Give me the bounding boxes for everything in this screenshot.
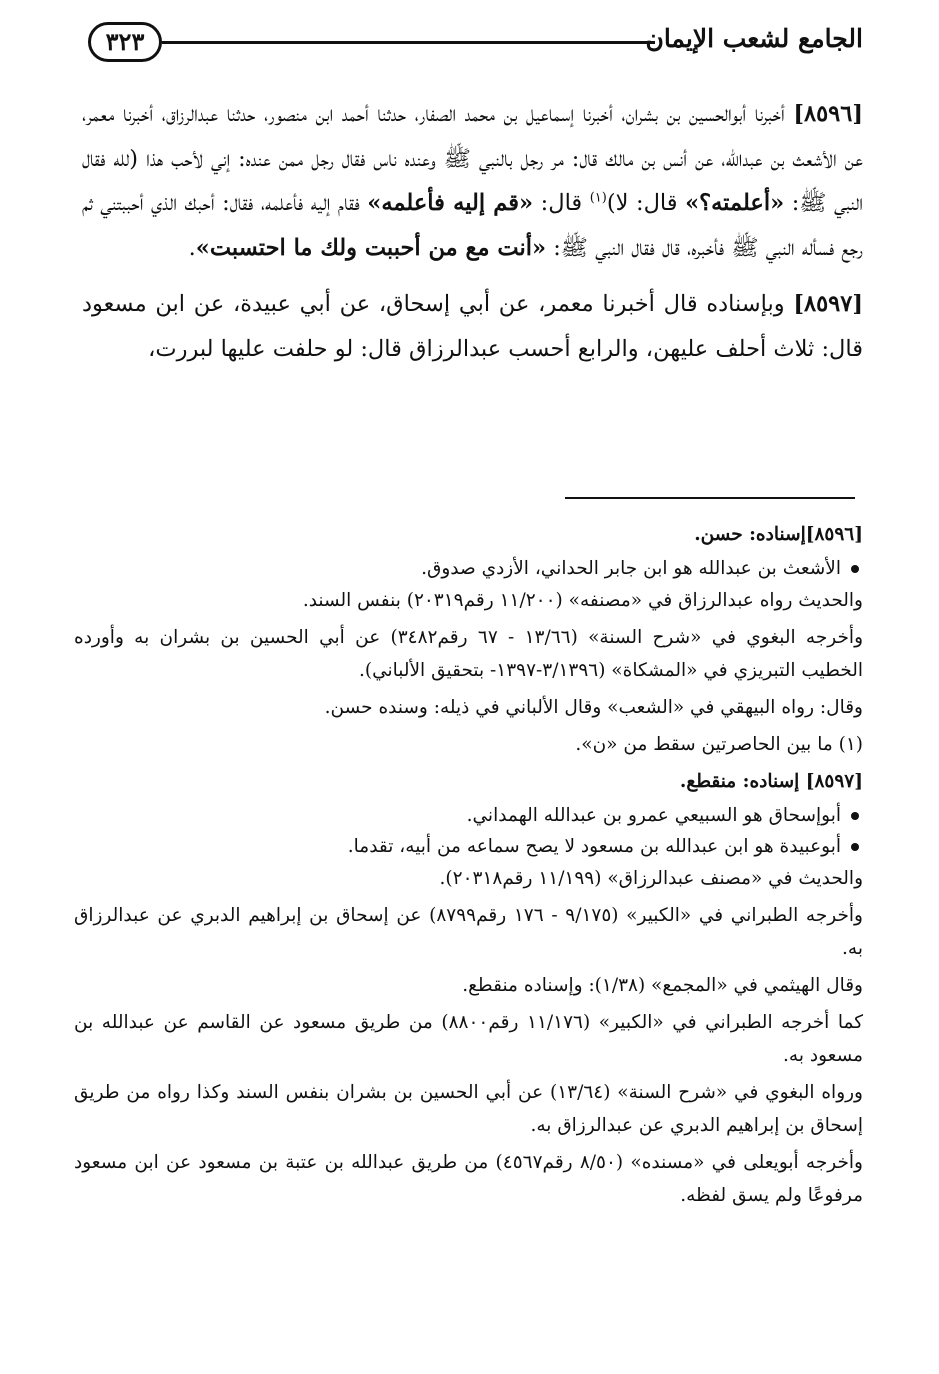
hadith-text: أخبرنا أبوالحسين بن بشران، أخبرنا إسماعيل بن محمد الصفار، حدثنا أحمد ابن منصور، حدثنا عبدالرزاق، أخبرنا معمر، عن الأشعث بن عبدالله، عن أنس بن مالك قال: مر رجل بالنبي ﷺ وعنده ناس فقال رجل ممن عنده: إني لأحب هذا (لله فقال النبي ﷺ:: [82, 101, 863, 216]
main-text: [82, 92, 863, 383]
note-line: وقال: رواه البيهقي في «الشعب» وقال الألباني في ذيله: وسنده حسن.: [324, 697, 863, 718]
footnotes: [74, 518, 863, 1214]
note-line: كما أخرجه الطبراني في «الكبير» (١١/١٧٦ رقم٨٨٠٠) من طريق مسعود عن القاسم عن عبدالله بن مسعود به.: [74, 1012, 863, 1066]
hadith-8597: [82, 282, 863, 371]
hadith-8596: [82, 92, 863, 270]
page-number: ٣٢٣: [88, 22, 162, 62]
running-title: الجامع لشعب الإيمان: [645, 24, 863, 53]
note-line: وقال الهيثمي في «المجمع» (١/٣٨): وإسناده منقطع.: [462, 975, 863, 996]
hadith-text: .: [188, 234, 196, 261]
footnote-1: (١) ما بين الحاصرتين سقط من «ن».: [575, 734, 863, 755]
hadith-text: فقام إليه فأعلمه، فقال: أحبك الذي أحببتني ثم رجع فسأله النبي ﷺ فأخبره، قال فقال النبي ﷺ:: [82, 190, 863, 261]
footnote-reference[interactable]: (١): [589, 190, 607, 206]
note-bullet: الأشعث بن عبدالله هو ابن جابر الحداني، الأزدي صدوق.: [74, 553, 863, 584]
running-header: [88, 18, 863, 70]
hadith-number: [٨٥٩٦]: [793, 101, 863, 127]
note-line: وأخرجه أبويعلى في «مسنده» (٨/٥٠ رقم٤٥٦٧) من طريق عبدالله بن عتبة بن مسعود عن ابن مسعود مرفوعًا ولم يسق لفظه.: [74, 1152, 863, 1206]
note-line: والحديث رواه عبدالرزاق في «مصنفه» (١١/٢٠٠ رقم٢٠٣١٩) بنفس السند.: [302, 590, 863, 611]
note-line: وأخرجه البغوي في «شرح السنة» (١٣/٦٦ - ٦٧ رقم٣٤٨٢) عن أبي الحسين بن بشران به وأورده الخطيب التبريزي في «المشكاة» (٣/١٣٩٦-١٣٩٧- بتحقيق الألباني).: [74, 627, 863, 681]
footnote-separator: [565, 497, 855, 499]
note-line: وأخرجه الطبراني في «الكبير» (٩/١٧٥ - ١٧٦ رقم٨٧٩٩) عن إسحاق بن إبراهيم الدبري عن عبدالرزاق به.: [74, 905, 863, 959]
hadith-text: قال:: [533, 190, 590, 216]
note-8597-heading: [٨٥٩٧] إسناده: منقطع.: [679, 771, 863, 792]
hadith-text: قال: لا): [606, 190, 686, 216]
note-8596-heading: [٨٥٩٦]إسناده: حسن.: [694, 524, 863, 545]
hadith-text: وبإسناده قال أخبرنا معمر، عن أبي إسحاق، عن أبي عبيدة، عن ابن مسعود قال: ثلاث أحلف عليهن، والرابع أحسب عبدالرزاق قال: لو حلفت عليها لبررت،: [82, 291, 863, 362]
note-line: والحديث في «مصنف عبدالرزاق» (١١/١٩٩ رقم٢٠٣١٨).: [439, 868, 863, 889]
prophet-quote: «قم إليه فأعلمه»: [367, 190, 534, 216]
prophet-quote: «أنت مع من أحببت ولك ما احتسبت»: [195, 234, 547, 261]
note-bullet: أبوإسحاق هو السبيعي عمرو بن عبدالله الهمداني.: [74, 800, 863, 831]
note-line: ورواه البغوي في «شرح السنة» (١٣/٦٤) عن أبي الحسين بن بشران بنفس السند وكذا رواه من طريق إسحاق بن إبراهيم الدبري عن عبدالرزاق به.: [74, 1082, 863, 1136]
note-bullet: أبوعبيدة هو ابن عبدالله بن مسعود لا يصح سماعه من أبيه، تقدما.: [74, 831, 863, 862]
header-rule: [162, 41, 655, 44]
hadith-number: [٨٥٩٧]: [793, 291, 863, 317]
prophet-quote: «أعلمته؟»: [685, 190, 785, 216]
